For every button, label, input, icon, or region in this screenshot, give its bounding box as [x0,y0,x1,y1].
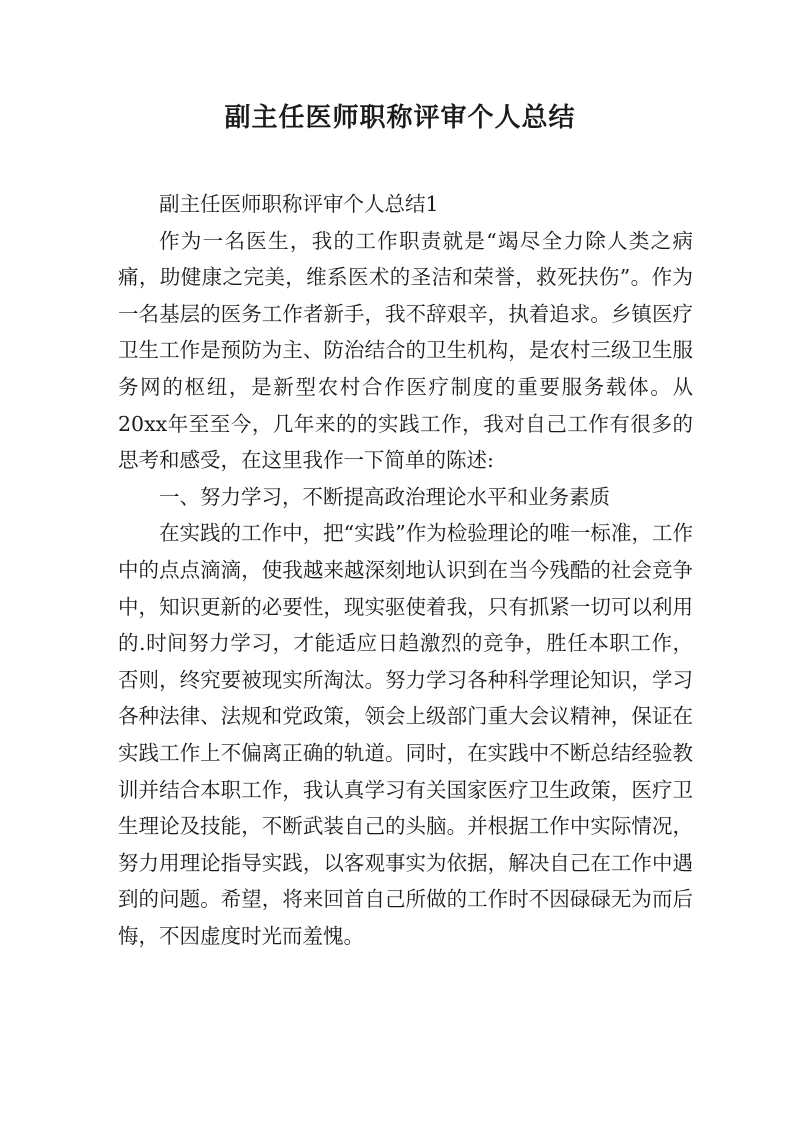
paragraph-study: 在实践的工作中，把“实践”作为检验理论的唯一标准，工作中的点点滴滴，使我越来越深刻地认识到在当今残酷的社会竞争中，知识更新的必要性，现实驱使着我，只有抓紧一切可以利用的.时间努力学习，才能适应日趋激烈的竞争，胜任本职工作，否则，终究要被现实所淘汰。努力学习各种科学理论知识，学习各种法律、法规和党政策，领会上级部门重大会议精神，保证在实践工作上不偏离正确的轨道。同时，在实践中不断总结经验教训并结合本职工作，我认真学习有关国家医疗卫生政策，医疗卫生理论及技能，不断武装自己的头脑。并根据工作中实际情况，努力用理论指导实践，以客观事实为依据，解决自己在工作中遇到的问题。希望，将来回首自己所做的工作时不因碌碌无为而后悔，不因虚度时光而羞愧。 [118,521,693,948]
section-heading-1: 一、努力学习，不断提高政治理论水平和业务素质 [159,484,610,509]
document-title: 副主任医师职称评审个人总结 [224,103,576,133]
paragraph-intro: 作为一名医生，我的工作职责就是“竭尽全力除人类之病痛，助健康之完美，维系医术的圣洁和荣誉，救死扶伤”。作为一名基层的医务工作者新手，我不辞艰辛，执着追求。乡镇医疗卫生工作是预防为主、防治结合的卫生机构，是农村三级卫生服务网的枢纽，是新型农村合作医疗制度的重要服务载体。从20xx年至至今，几年来的的实践工作，我对自己工作有很多的思考和感受，在这里我作一下简单的陈述: [118,228,693,473]
document-body [118,186,693,954]
section-heading: 副主任医师职称评审个人总结1 [159,192,439,216]
